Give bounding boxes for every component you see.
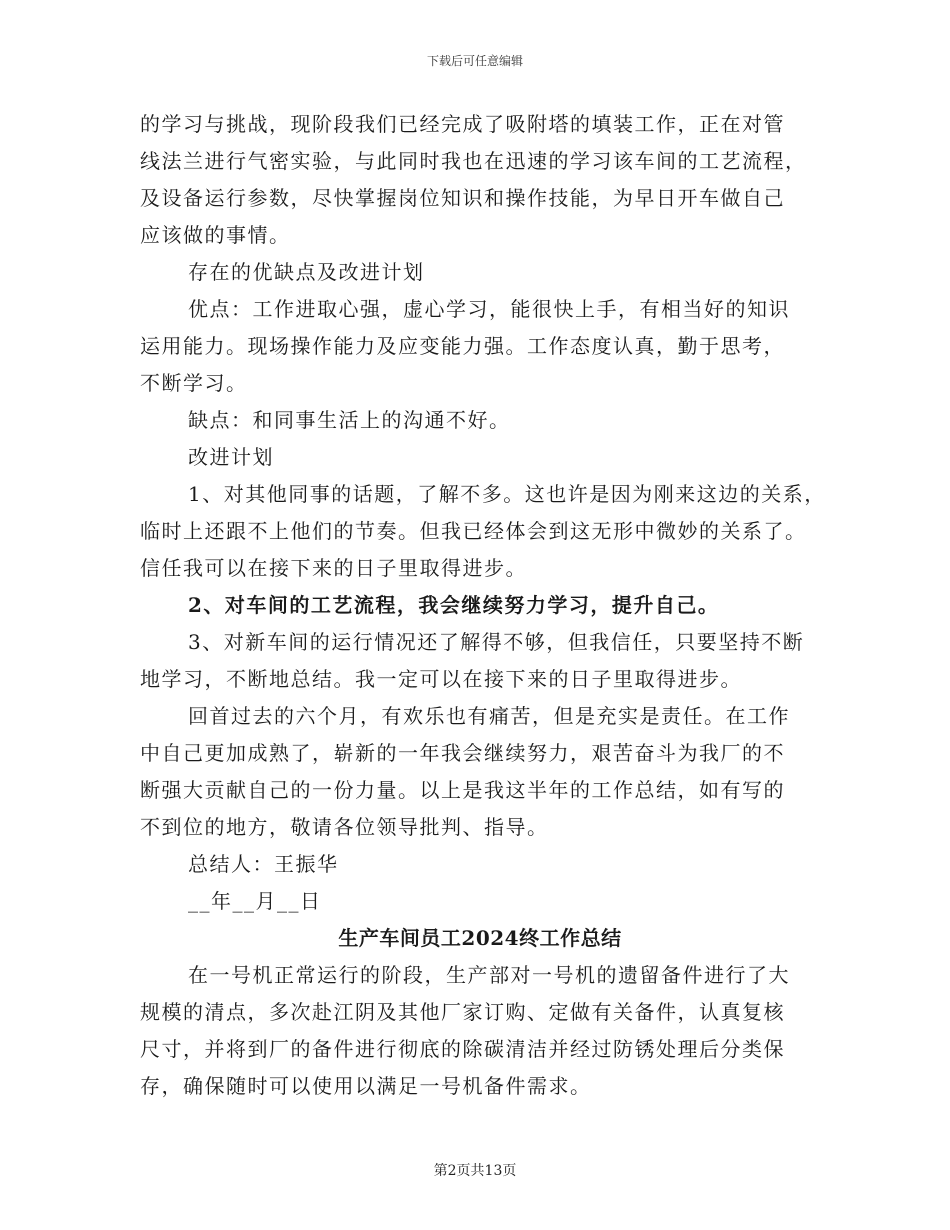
document-body <box>140 106 826 1105</box>
paragraph-line: 信任我可以在接下来的日子里取得进步。 <box>140 556 527 580</box>
date-line: __年__月__日 <box>188 889 322 913</box>
section-heading-improvement: 改进计划 <box>188 445 274 469</box>
section-heading-pros-cons: 存在的优缺点及改进计划 <box>188 260 425 284</box>
paragraph-line-bold: 2、对车间的工艺流程，我会继续努力学习，提升自己。 <box>188 593 720 617</box>
page-header: 下载后可任意编辑 <box>426 54 523 68</box>
paragraph-line: 存，确保随时可以使用以满足一号机备件需求。 <box>140 1074 592 1098</box>
page-footer: 第2页共13页 <box>433 1163 517 1179</box>
paragraph-line: 规模的清点，多次赴江阴及其他厂家订购、定做有关备件，认真复核 <box>140 1000 785 1024</box>
paragraph-line: 不到位的地方，敬请各位领导批判、指导。 <box>140 815 549 839</box>
paragraph-line: 运用能力。现场操作能力及应变能力强。工作态度认真，勤于思考， <box>140 334 785 358</box>
paragraph-line: 断强大贡献自己的一份力量。以上是我这半年的工作总结，如有写的 <box>140 778 785 802</box>
paragraph-line: 不断学习。 <box>140 371 248 395</box>
paragraph-line: 临时上还跟不上他们的节奏。但我已经体会到这无形中微妙的关系了。 <box>140 519 807 543</box>
paragraph-line: 的学习与挑战，现阶段我们已经完成了吸附塔的填装工作，正在对管 <box>140 112 785 136</box>
signer-line: 总结人：王振华 <box>188 852 339 876</box>
paragraph-line: 优点：工作进取心强，虚心学习，能很快上手，有相当好的知识 <box>188 297 790 321</box>
paragraph-line: 应该做的事情。 <box>140 223 291 247</box>
paragraph-line: 线法兰进行气密实验，与此同时我也在迅速的学习该车间的工艺流程， <box>140 149 807 173</box>
paragraph-line: 回首过去的六个月，有欢乐也有痛苦，但是充实是责任。在工作 <box>188 704 790 728</box>
paragraph-line: 1、对其他同事的话题，了解不多。这也许是因为刚来这边的关系， <box>188 482 826 506</box>
paragraph-line: 3、对新车间的运行情况还了解得不够，但我信任，只要坚持不断 <box>188 630 805 654</box>
document-title: 生产车间员工2024终工作总结 <box>338 926 622 950</box>
paragraph-line: 及设备运行参数，尽快掌握岗位知识和操作技能，为早日开车做自己 <box>140 186 785 210</box>
paragraph-line: 地学习，不断地总结。我一定可以在接下来的日子里取得进步。 <box>140 667 742 691</box>
paragraph-line: 尺寸，并将到厂的备件进行彻底的除碳清洁并经过防锈处理后分类保 <box>140 1037 785 1061</box>
paragraph-line: 在一号机正常运行的阶段，生产部对一号机的遗留备件进行了大 <box>188 963 790 987</box>
paragraph-line: 缺点：和同事生活上的沟通不好。 <box>188 408 511 432</box>
paragraph-line: 中自己更加成熟了，崭新的一年我会继续努力，艰苦奋斗为我厂的不 <box>140 741 785 765</box>
